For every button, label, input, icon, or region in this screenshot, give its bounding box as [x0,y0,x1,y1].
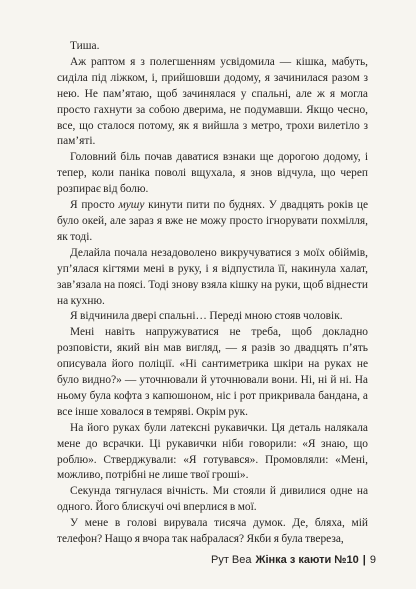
paragraph [57,484,368,516]
paragraph-text: Секунда тягнулася вічність. Ми стояли й дивилися одне на одного. Його блискучі очі вперлися в мої. [57,485,368,514]
paragraph [57,39,368,55]
footer-book-title: Жінка з каюти №10 [255,554,359,566]
paragraph-text: Тиша. [70,40,100,52]
footer-separator: | [362,554,366,566]
paragraph [57,198,368,246]
running-footer [211,553,376,567]
paragraph [57,325,368,420]
footer-author: Рут Веа [210,554,252,566]
paragraph [57,421,368,485]
paragraph [57,309,368,325]
paragraph [57,55,368,150]
emphasized-word: мушу [118,199,145,212]
paragraph [57,150,368,198]
paragraph [57,516,368,548]
paragraph-text: Я відчинила двері спальні… Переді мною стояв чоловік. [70,310,343,323]
paragraph-text: Мені навіть напружуватися не треба, щоб докладно розповісти, який він мав вигляд, — я разів зо двадцять п’ять описувала його поліції. «Ні сантиметрика шкіри на руках не було видно?» — уточнювали й уточнювали вони. Ні, ні й ні. На ньому була кофта з капюшоном, ніс і рот прикривала бандана, а все інше ховалося в темряві. Окрім рук. [57,326,368,418]
paragraph-text: На його руках були латексні рукавички. Ця деталь налякала мене до всрачки. Ці рукавички ніби говорили: «Я знаю, що роблю». Стверджували: «Я готувався». Промовляли: «Мені, можливо, потрібні не лише твої гроші». [57,421,368,482]
paragraph-text: Делайла почала незадоволено викручуватися з моїх обіймів, уп’ялася кігтями мені в руку, і я відпустила її, накинула халат, зав’язала на поясі. Тоді знову взяла кішку на руки, щоб віднести на кухню. [57,246,368,307]
paragraph-text: Аж раптом я з полегшенням усвідомила — кішка, мабуть, сиділа під ліжком, і, прийшовши додому, я зачинилася разом з нею. Не пам’ятаю, щоб зачинялася у спальні, але ж я могла просто гахнути за собою дверима, не подумавши. Якщо чесно, все, що сталося потому, як я вийшла з метро, трохи вилетіло з пам’яті. [57,55,368,148]
paragraph-text: кинути пити по буднях. У двадцять років це було окей, але зараз я вже не можу просто ігнорувати похмілля, як тоді. [57,199,368,243]
paragraph-text: Головний біль почав даватися взнаки ще дорогою додому, і тепер, коли паніка поволі вщухала, я знов відчула, що череп розпирає від болю. [57,151,368,196]
page-number: 9 [369,554,376,566]
paragraph [57,246,368,310]
paragraph-text: У мене в голові вирувала тисяча думок. Де, бляха, мій телефон? Нащо я вчора так набралася? Якби я була твереза, [57,517,368,546]
paragraph-text: Я просто [70,199,119,212]
body-text [57,39,368,548]
